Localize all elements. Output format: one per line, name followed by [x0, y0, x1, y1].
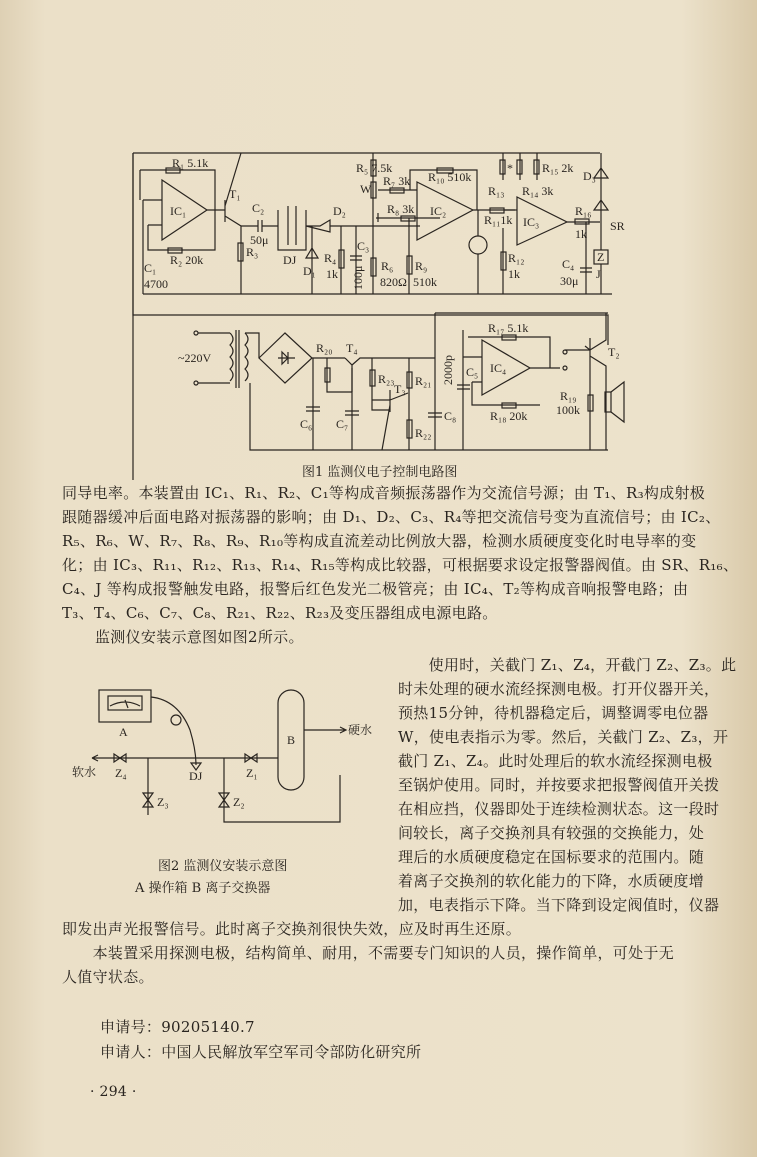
label-r1: R₁ 5.1k — [172, 156, 209, 170]
label-r11: R₁₁1k — [484, 213, 513, 227]
label-r13-star: * — [507, 161, 513, 175]
label-c3: C₃ — [357, 239, 370, 253]
text-line: 至锅炉使用。同时，并按要求把报警阀值开关拨 — [398, 776, 720, 794]
text-line: 间较长，离子交换剂具有较强的交换能力，处 — [398, 824, 705, 842]
label-ic2: IC₂ — [430, 204, 447, 218]
label-c5-value: 2000p — [441, 355, 455, 385]
label-r16: R₁₆ — [575, 204, 592, 218]
label-d3: D₃ — [583, 169, 596, 183]
label-d2: D₂ — [333, 204, 346, 218]
label-r4: R₄ — [324, 251, 337, 265]
label-r16-value: 1k — [575, 227, 587, 241]
label-r6: R₆ — [381, 259, 394, 273]
label-c4: C₄ — [562, 257, 575, 271]
label-z: Z — [597, 250, 605, 264]
label-z3: Z₃ — [157, 795, 169, 809]
label-w: W — [360, 182, 372, 196]
label-z2: Z₂ — [233, 795, 245, 809]
label-z4: Z₄ — [115, 766, 127, 780]
label-r22: R₂₂ — [415, 426, 432, 440]
label-r12: R₁₂ — [508, 251, 525, 265]
label-c7: C₇ — [336, 417, 349, 431]
label-r14: R₁₄ 3k — [522, 184, 554, 198]
label-z1: Z₁ — [246, 766, 258, 780]
text-line: 截门 Z₁、Z₄。此时处理后的软水流经探测电极 — [398, 752, 713, 770]
label-a: A — [119, 725, 128, 739]
applicant: 申请人：中国人民解放军空军司令部防化研究所 — [100, 1043, 422, 1061]
label-r10: R₁₀ 510k — [428, 170, 472, 184]
label-220v: ~220V — [178, 351, 212, 365]
label-r9: R₉ — [415, 259, 428, 273]
text-line: W，使电表指示为零。然后，关截门 Z₂、Z₃，开 — [398, 728, 729, 746]
text-line: 着离子交换剂的软化能力的下降，水质硬度增 — [398, 872, 705, 890]
label-r3: R₃ — [246, 245, 259, 259]
label-c1-value: 4700 — [144, 277, 168, 291]
label-r23: R₂₃ — [378, 372, 395, 386]
label-c1: C₁ — [144, 261, 157, 275]
label-t1: T₁ — [229, 187, 241, 201]
label-r18: R₁₈ 20k — [490, 409, 528, 423]
text-line: 人值守状态。 — [62, 968, 154, 986]
label-r13: R₁₃ — [488, 184, 505, 198]
label-sr: SR — [610, 219, 625, 233]
label-t2: T₂ — [608, 345, 620, 359]
text-line: 预热15分钟，待机器稳定后，调整调零电位器 — [398, 704, 709, 722]
figure1-caption: 图1 监测仪电子控制电路图 — [302, 465, 458, 480]
paragraph-figure2-intro: 监测仪安装示意图如图2所示。 — [95, 628, 304, 646]
label-r9-value: 510k — [413, 275, 437, 289]
label-r5: R₅ 7.5k — [356, 161, 393, 175]
label-ic3: IC₃ — [523, 215, 540, 229]
label-r7: R₇ 3k — [383, 174, 411, 188]
label-dj-electrode: DJ — [189, 769, 203, 783]
label-r21: R₂₁ — [415, 374, 432, 388]
text-line: 使用时，关截门 Z₁、Z₄，开截门 Z₂、Z₃。此 — [398, 656, 737, 674]
text-line: 时未处理的硬水流经探测电极。打开仪器开关， — [398, 680, 720, 698]
text-line: 跟随器缓冲后面电路对振荡器的影响；由 D₁、D₂、C₃、R₄等把交流信号变为直流信号；由 IC₂、 — [62, 508, 721, 526]
page-number: · 294 · — [90, 1084, 137, 1100]
text-line: 本装置采用探测电极，结构简单、耐用，不需要专门知识的人员，操作简单，可处于无 — [62, 944, 675, 962]
label-c4-value: 30μ — [560, 274, 579, 288]
label-r19: R₁₉ — [560, 389, 577, 403]
label-r2: R₂ 20k — [170, 253, 204, 267]
label-d1: D₁ — [303, 264, 316, 278]
label-b: B — [287, 733, 296, 747]
label-c8: C₈ — [444, 409, 457, 423]
label-ic4: IC₄ — [490, 361, 507, 375]
text-line: C₄、J 等构成报警触发电路，报警后红色发光二极管亮；由 IC₄、T₂等构成音响报警电路；由 — [62, 580, 689, 598]
label-ic1: IC₁ — [170, 204, 187, 218]
label-soft-water: 软水 — [72, 765, 97, 779]
label-hard-water: 硬水 — [348, 723, 373, 737]
application-number: 申请号：90205140.7 — [100, 1018, 255, 1036]
text-line: 在相应挡，仪器即处于连续检测状态。这一段时 — [398, 800, 720, 818]
text-line: 化；由 IC₃、R₁₁、R₁₂、R₁₃、R₁₄、R₁₅等构成比较器，可根据要求设定报警器阀值。由 SR、R₁₆、 — [62, 556, 739, 574]
label-r8: R₈ 3k — [387, 202, 415, 216]
figure2-legend: A 操作箱 B 离子交换器 — [135, 881, 271, 896]
label-r17: R₁₇ 5.1k — [488, 321, 529, 335]
label-r15: R₁₅ 2k — [542, 161, 574, 175]
text-line: T₃、T₄、C₆、C₇、C₈、R₂₁、R₂₂、R₂₃及变压器组成电源电路。 — [62, 604, 498, 622]
label-c2-value: 50μ — [250, 233, 269, 247]
text-line: R₅、R₆、W、R₇、R₈、R₉、R₁₀等构成直流差动比例放大器，检测水质硬度变化时电导率的变 — [62, 532, 697, 550]
label-c6: C₆ — [300, 417, 313, 431]
label-r19-value: 100k — [556, 403, 580, 417]
label-c3-value: 100μ — [351, 265, 365, 290]
figure2-caption: 图2 监测仪安装示意图 — [158, 859, 288, 874]
label-j: J — [596, 267, 601, 281]
label-dj: DJ — [283, 253, 297, 267]
label-r4-value: 1k — [326, 267, 338, 281]
text-line: 即发出声光报警信号。此时离子交换剂很快失效，应及时再生还原。 — [62, 920, 522, 938]
label-c2: C₂ — [252, 201, 265, 215]
label-r20: R₂₀ — [316, 341, 333, 355]
text-line: 加，电表指示下降。当下降到设定阀值时，仪器 — [398, 896, 720, 914]
label-t4: T₄ — [346, 341, 358, 355]
label-r6-value: 820Ω — [380, 275, 407, 289]
label-c5: C₅ — [466, 365, 479, 379]
label-t3: T₃ — [394, 382, 406, 396]
label-r12-value: 1k — [508, 267, 520, 281]
text-line: 理后的水质硬度稳定在国标要求的范围内。随 — [398, 848, 705, 866]
text-line: 同导电率。本装置由 IC₁、R₁、R₂、C₁等构成音频振荡器作为交流信号源；由 T₁、R₃构成射极 — [62, 484, 706, 502]
